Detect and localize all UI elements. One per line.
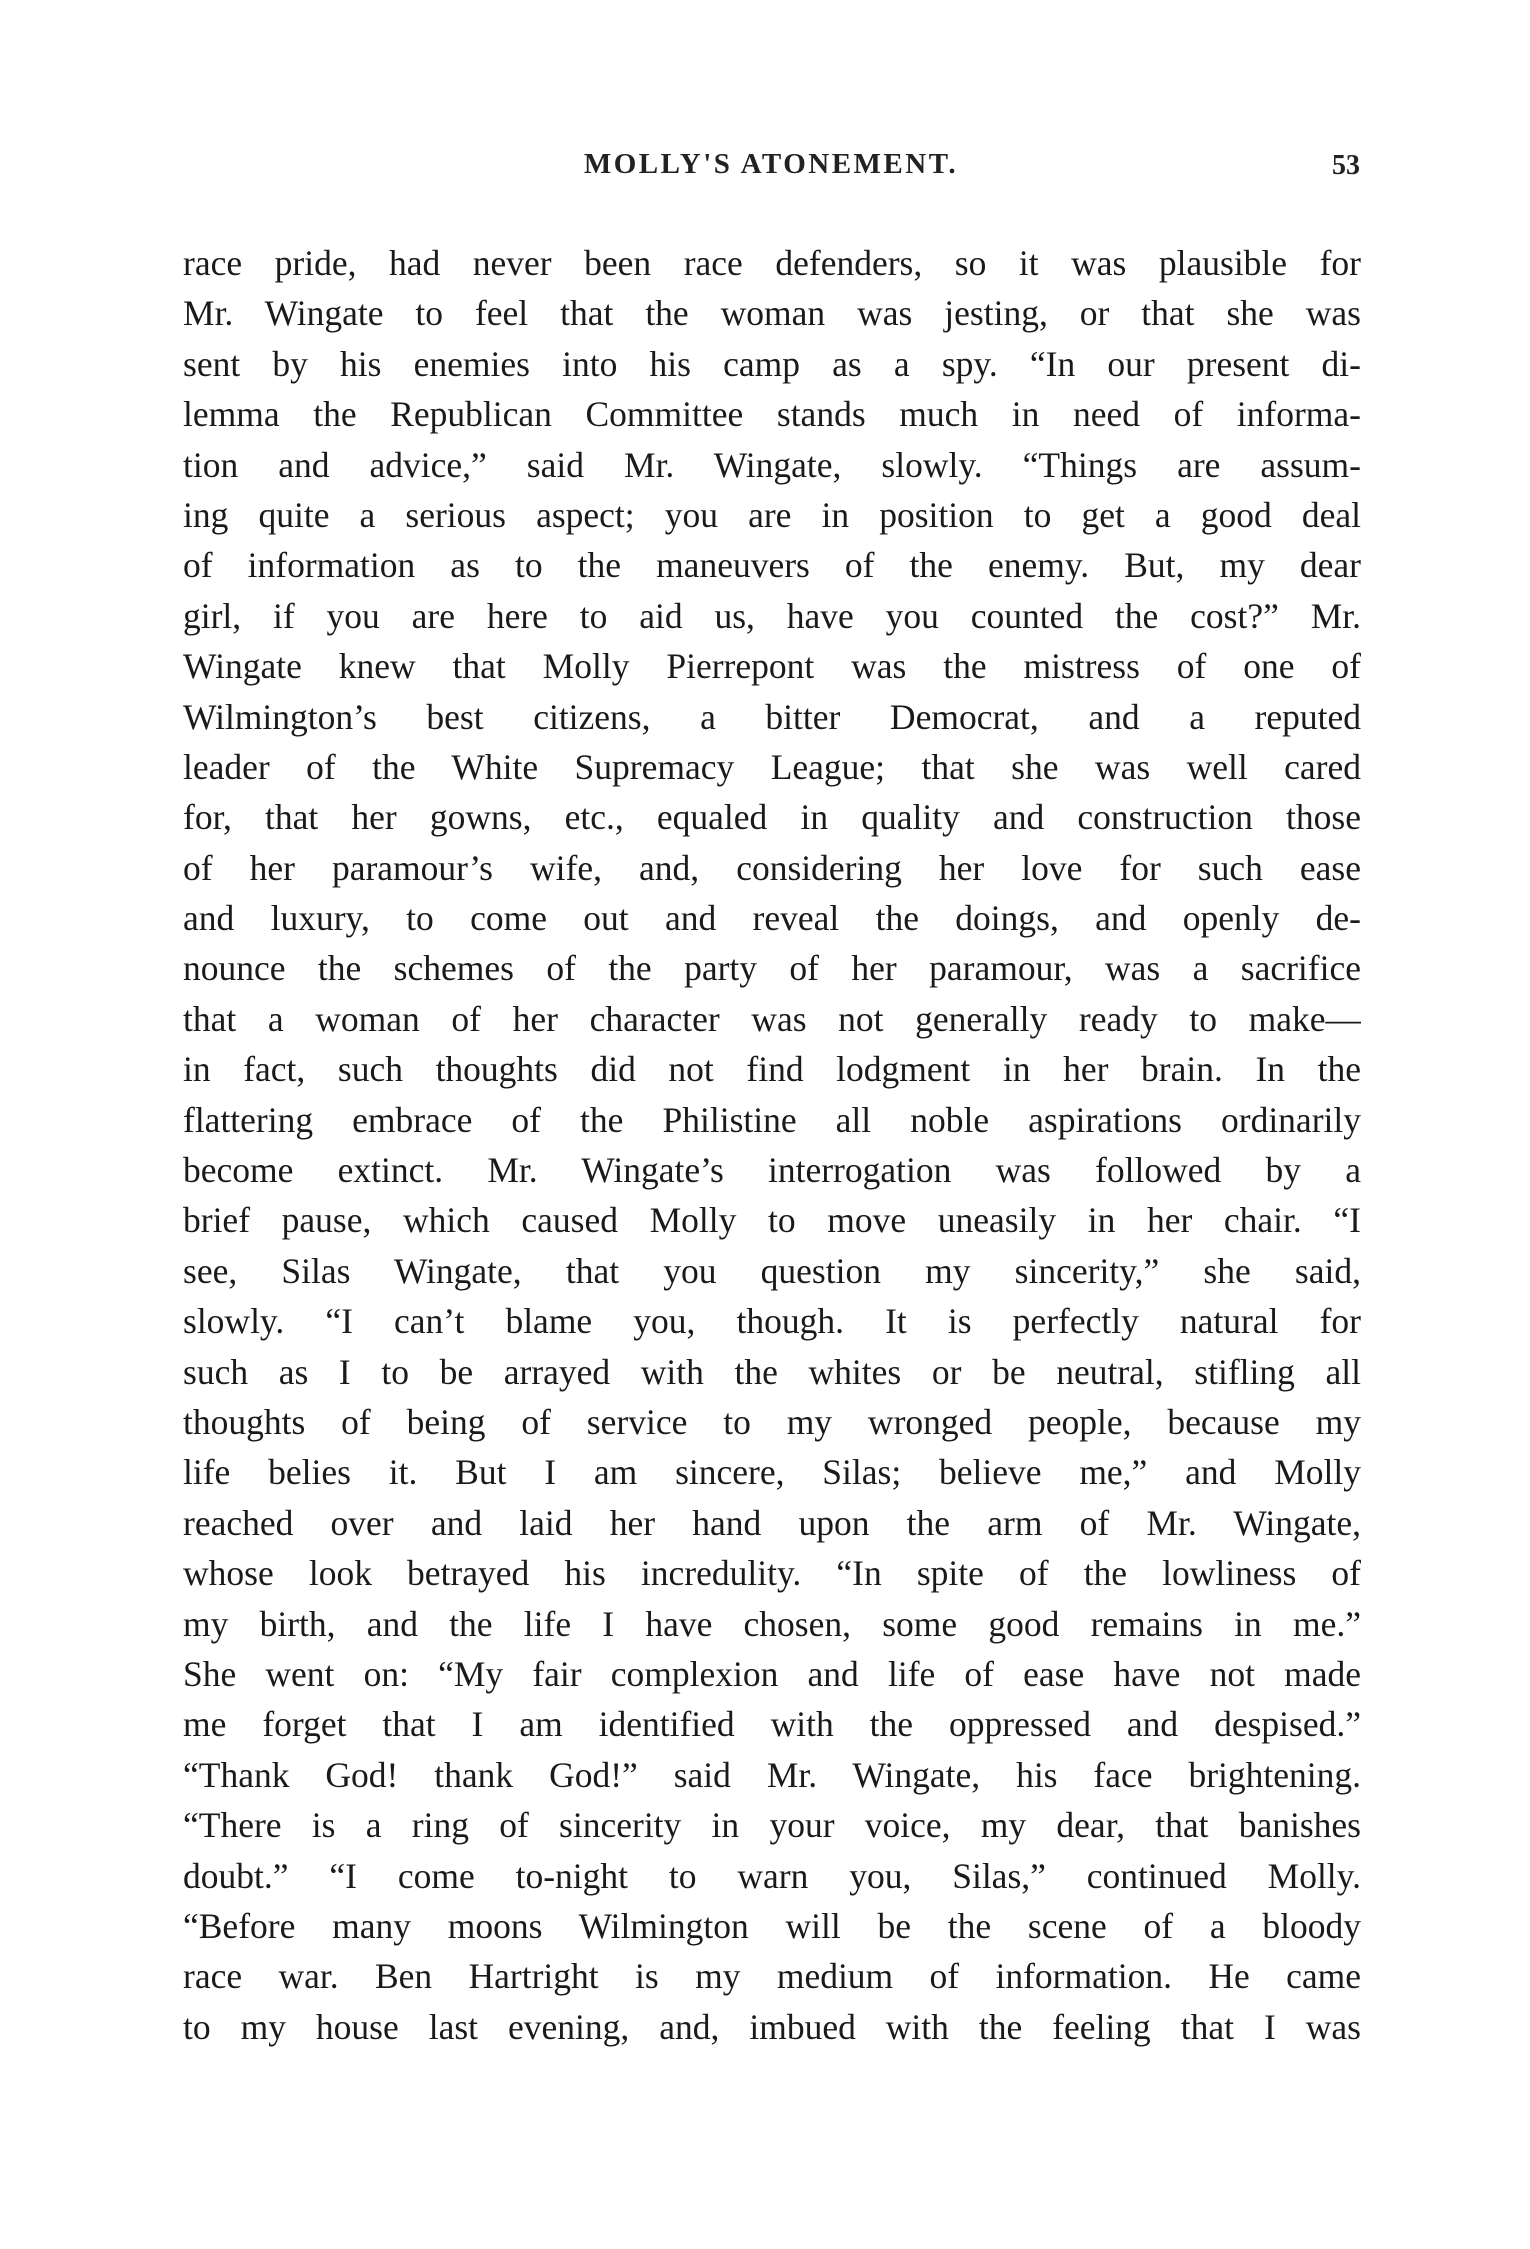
text-line: flattering embrace of the Philistine all noble aspirations ordinarily bbox=[183, 1099, 1361, 1140]
text-line: brief pause, which caused Molly to move uneasily in her chair. “I bbox=[183, 1200, 1361, 1241]
text-line: to my house last evening, and, imbued with the feeling that I was bbox=[183, 2006, 1361, 2047]
text-line: Wingate knew that Molly Pierrepont was the mistress of one of bbox=[183, 646, 1361, 687]
text-line: lemma the Republican Committee stands much in need of informa- bbox=[183, 394, 1361, 435]
text-line: slowly. “I can’t blame you, though. It is perfectly natural for bbox=[183, 1301, 1361, 1342]
text-line: my birth, and the life I have chosen, some good remains in me.” bbox=[183, 1603, 1361, 1644]
text-line: “Thank God! thank God!” said Mr. Wingate, his face brightening. bbox=[183, 1754, 1361, 1795]
text-line: She went on: “My fair complexion and life of ease have not made bbox=[183, 1653, 1361, 1694]
text-line: ing quite a serious aspect; you are in position to get a good deal bbox=[183, 494, 1361, 535]
text-line: nounce the schemes of the party of her paramour, was a sacrifice bbox=[183, 948, 1361, 989]
body-text bbox=[183, 238, 1361, 2052]
text-line: girl, if you are here to aid us, have you counted the cost?” Mr. bbox=[183, 595, 1361, 636]
page-number: 53 bbox=[1332, 150, 1360, 181]
text-line: race war. Ben Hartright is my medium of information. He came bbox=[183, 1956, 1361, 1997]
text-line: for, that her gowns, etc., equaled in quality and construction those bbox=[183, 797, 1361, 838]
text-line: doubt.” “I come to-night to warn you, Silas,” continued Molly. bbox=[183, 1855, 1361, 1896]
text-line: tion and advice,” said Mr. Wingate, slowly. “Things are assum- bbox=[183, 444, 1361, 485]
text-line: “There is a ring of sincerity in your voice, my dear, that banishes bbox=[183, 1805, 1361, 1846]
running-head bbox=[182, 148, 1360, 188]
text-line: me forget that I am identified with the oppressed and despised.” bbox=[183, 1704, 1361, 1745]
text-line: thoughts of being of service to my wronged people, because my bbox=[183, 1401, 1361, 1442]
text-line: in fact, such thoughts did not find lodgment in her brain. In the bbox=[183, 1049, 1361, 1090]
text-line: Wilmington’s best citizens, a bitter Democrat, and a reputed bbox=[183, 696, 1361, 737]
text-line: see, Silas Wingate, that you question my sincerity,” she said, bbox=[183, 1250, 1361, 1291]
text-line: that a woman of her character was not generally ready to make— bbox=[183, 998, 1361, 1039]
text-line: of information as to the maneuvers of the enemy. But, my dear bbox=[183, 545, 1361, 586]
text-line: “Before many moons Wilmington will be the scene of a bloody bbox=[183, 1905, 1361, 1946]
text-line: life belies it. But I am sincere, Silas; believe me,” and Molly bbox=[183, 1452, 1361, 1493]
text-line: reached over and laid her hand upon the arm of Mr. Wingate, bbox=[183, 1502, 1361, 1543]
text-line: Mr. Wingate to feel that the woman was jesting, or that she was bbox=[183, 293, 1361, 334]
text-line: such as I to be arrayed with the whites or be neutral, stifling all bbox=[183, 1351, 1361, 1392]
text-line: sent by his enemies into his camp as a spy. “In our present di- bbox=[183, 343, 1361, 384]
text-line: race pride, had never been race defenders, so it was plausible for bbox=[183, 243, 1361, 283]
text-line: of her paramour’s wife, and, considering her love for such ease bbox=[183, 847, 1361, 888]
text-line: become extinct. Mr. Wingate’s interrogation was followed by a bbox=[183, 1150, 1361, 1191]
text-line: and luxury, to come out and reveal the doings, and openly de- bbox=[183, 898, 1361, 939]
text-line: leader of the White Supremacy League; that she was well cared bbox=[183, 746, 1361, 787]
text-line: whose look betrayed his incredulity. “In spite of the lowliness of bbox=[183, 1553, 1361, 1594]
running-title: MOLLY'S ATONEMENT. bbox=[583, 148, 959, 180]
